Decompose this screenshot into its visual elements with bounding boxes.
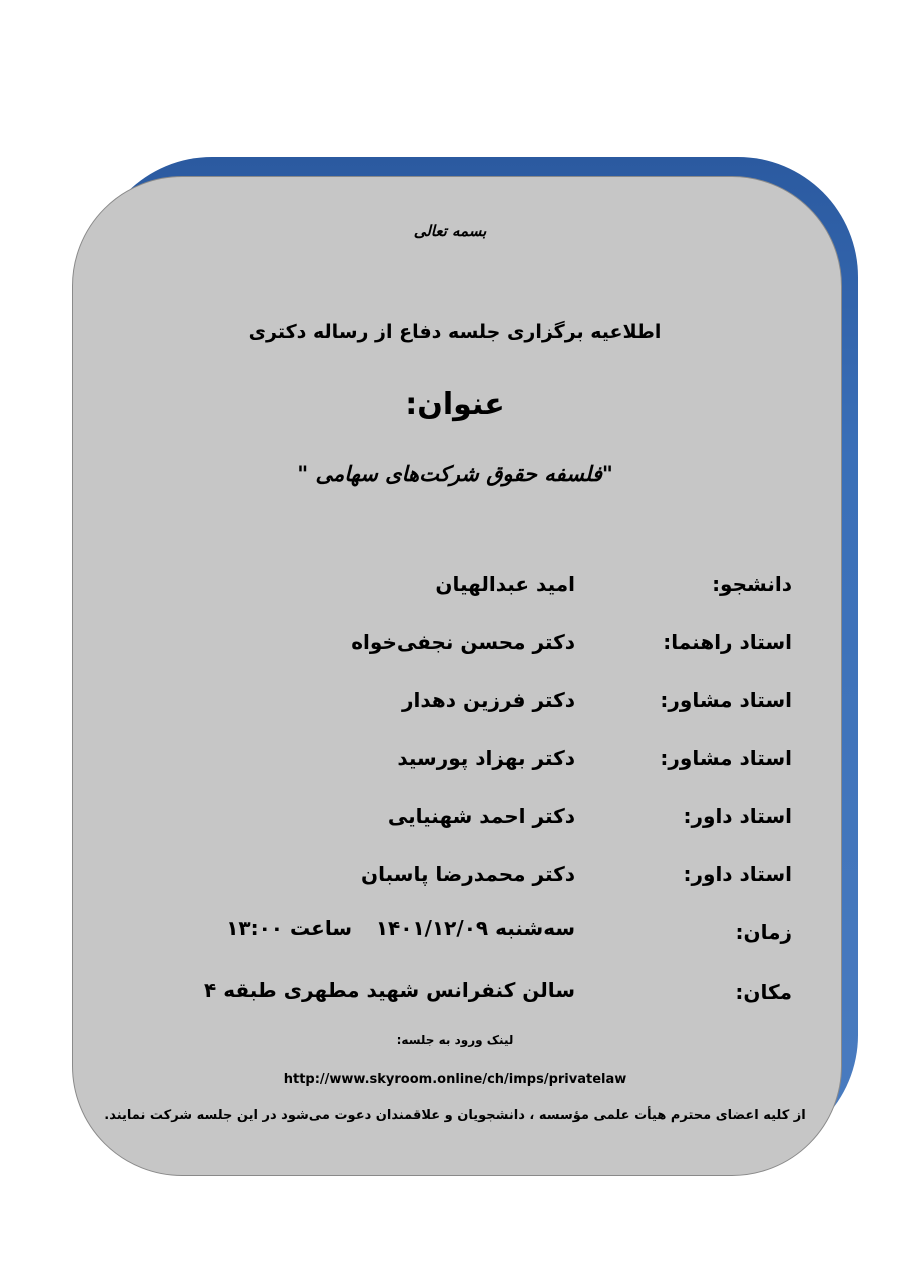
student-value: امید عبدالهیان: [435, 572, 575, 596]
supervisor-value: دکتر محسن نجفی‌خواه: [351, 630, 575, 654]
place-label: مکان:: [735, 980, 792, 1004]
supervisor-label: استاد راهنما:: [663, 630, 792, 654]
announcement-heading: اطلاعیه برگزاری جلسه دفاع از رساله دکتری: [248, 321, 662, 343]
advisor-2-value: دکتر بهزاد پورسید: [397, 746, 575, 770]
invitation-text: از کلیه اعضای محترم هیأت علمی مؤسسه ، دانشجویان و علاقمندان دعوت می‌شود در این جلسه شرکت نمایند.: [104, 1108, 806, 1123]
referee-2-label: استاد داور:: [683, 862, 792, 886]
time-label: زمان:: [735, 920, 792, 944]
session-link[interactable]: http://www.skyroom.online/ch/imps/privatelaw: [283, 1072, 627, 1087]
date-value: سه‌شنبه ۱۴۰۱/۱۲/۰۹: [375, 916, 575, 940]
title-label: عنوان:: [405, 387, 505, 422]
referee-1-value: دکتر احمد شهنیایی: [387, 804, 575, 828]
bismillah-heading: بسمه تعالی: [413, 222, 487, 240]
referee-1-label: استاد داور:: [683, 804, 792, 828]
advisor-2-label: استاد مشاور:: [660, 746, 792, 770]
thesis-title: "فلسفه حقوق شرکت‌های سهامی ": [297, 462, 613, 486]
link-label: لینک ورود به جلسه:: [396, 1033, 514, 1047]
advisor-1-label: استاد مشاور:: [660, 688, 792, 712]
place-value: سالن کنفرانس شهید مطهری طبقه ۴: [204, 978, 575, 1002]
advisor-1-value: دکتر فرزین دهدار: [401, 688, 575, 712]
hour-value: ساعت ۱۳:۰۰: [226, 916, 352, 940]
referee-2-value: دکتر محمدرضا پاسبان: [361, 862, 575, 886]
student-label: دانشجو:: [712, 572, 792, 596]
